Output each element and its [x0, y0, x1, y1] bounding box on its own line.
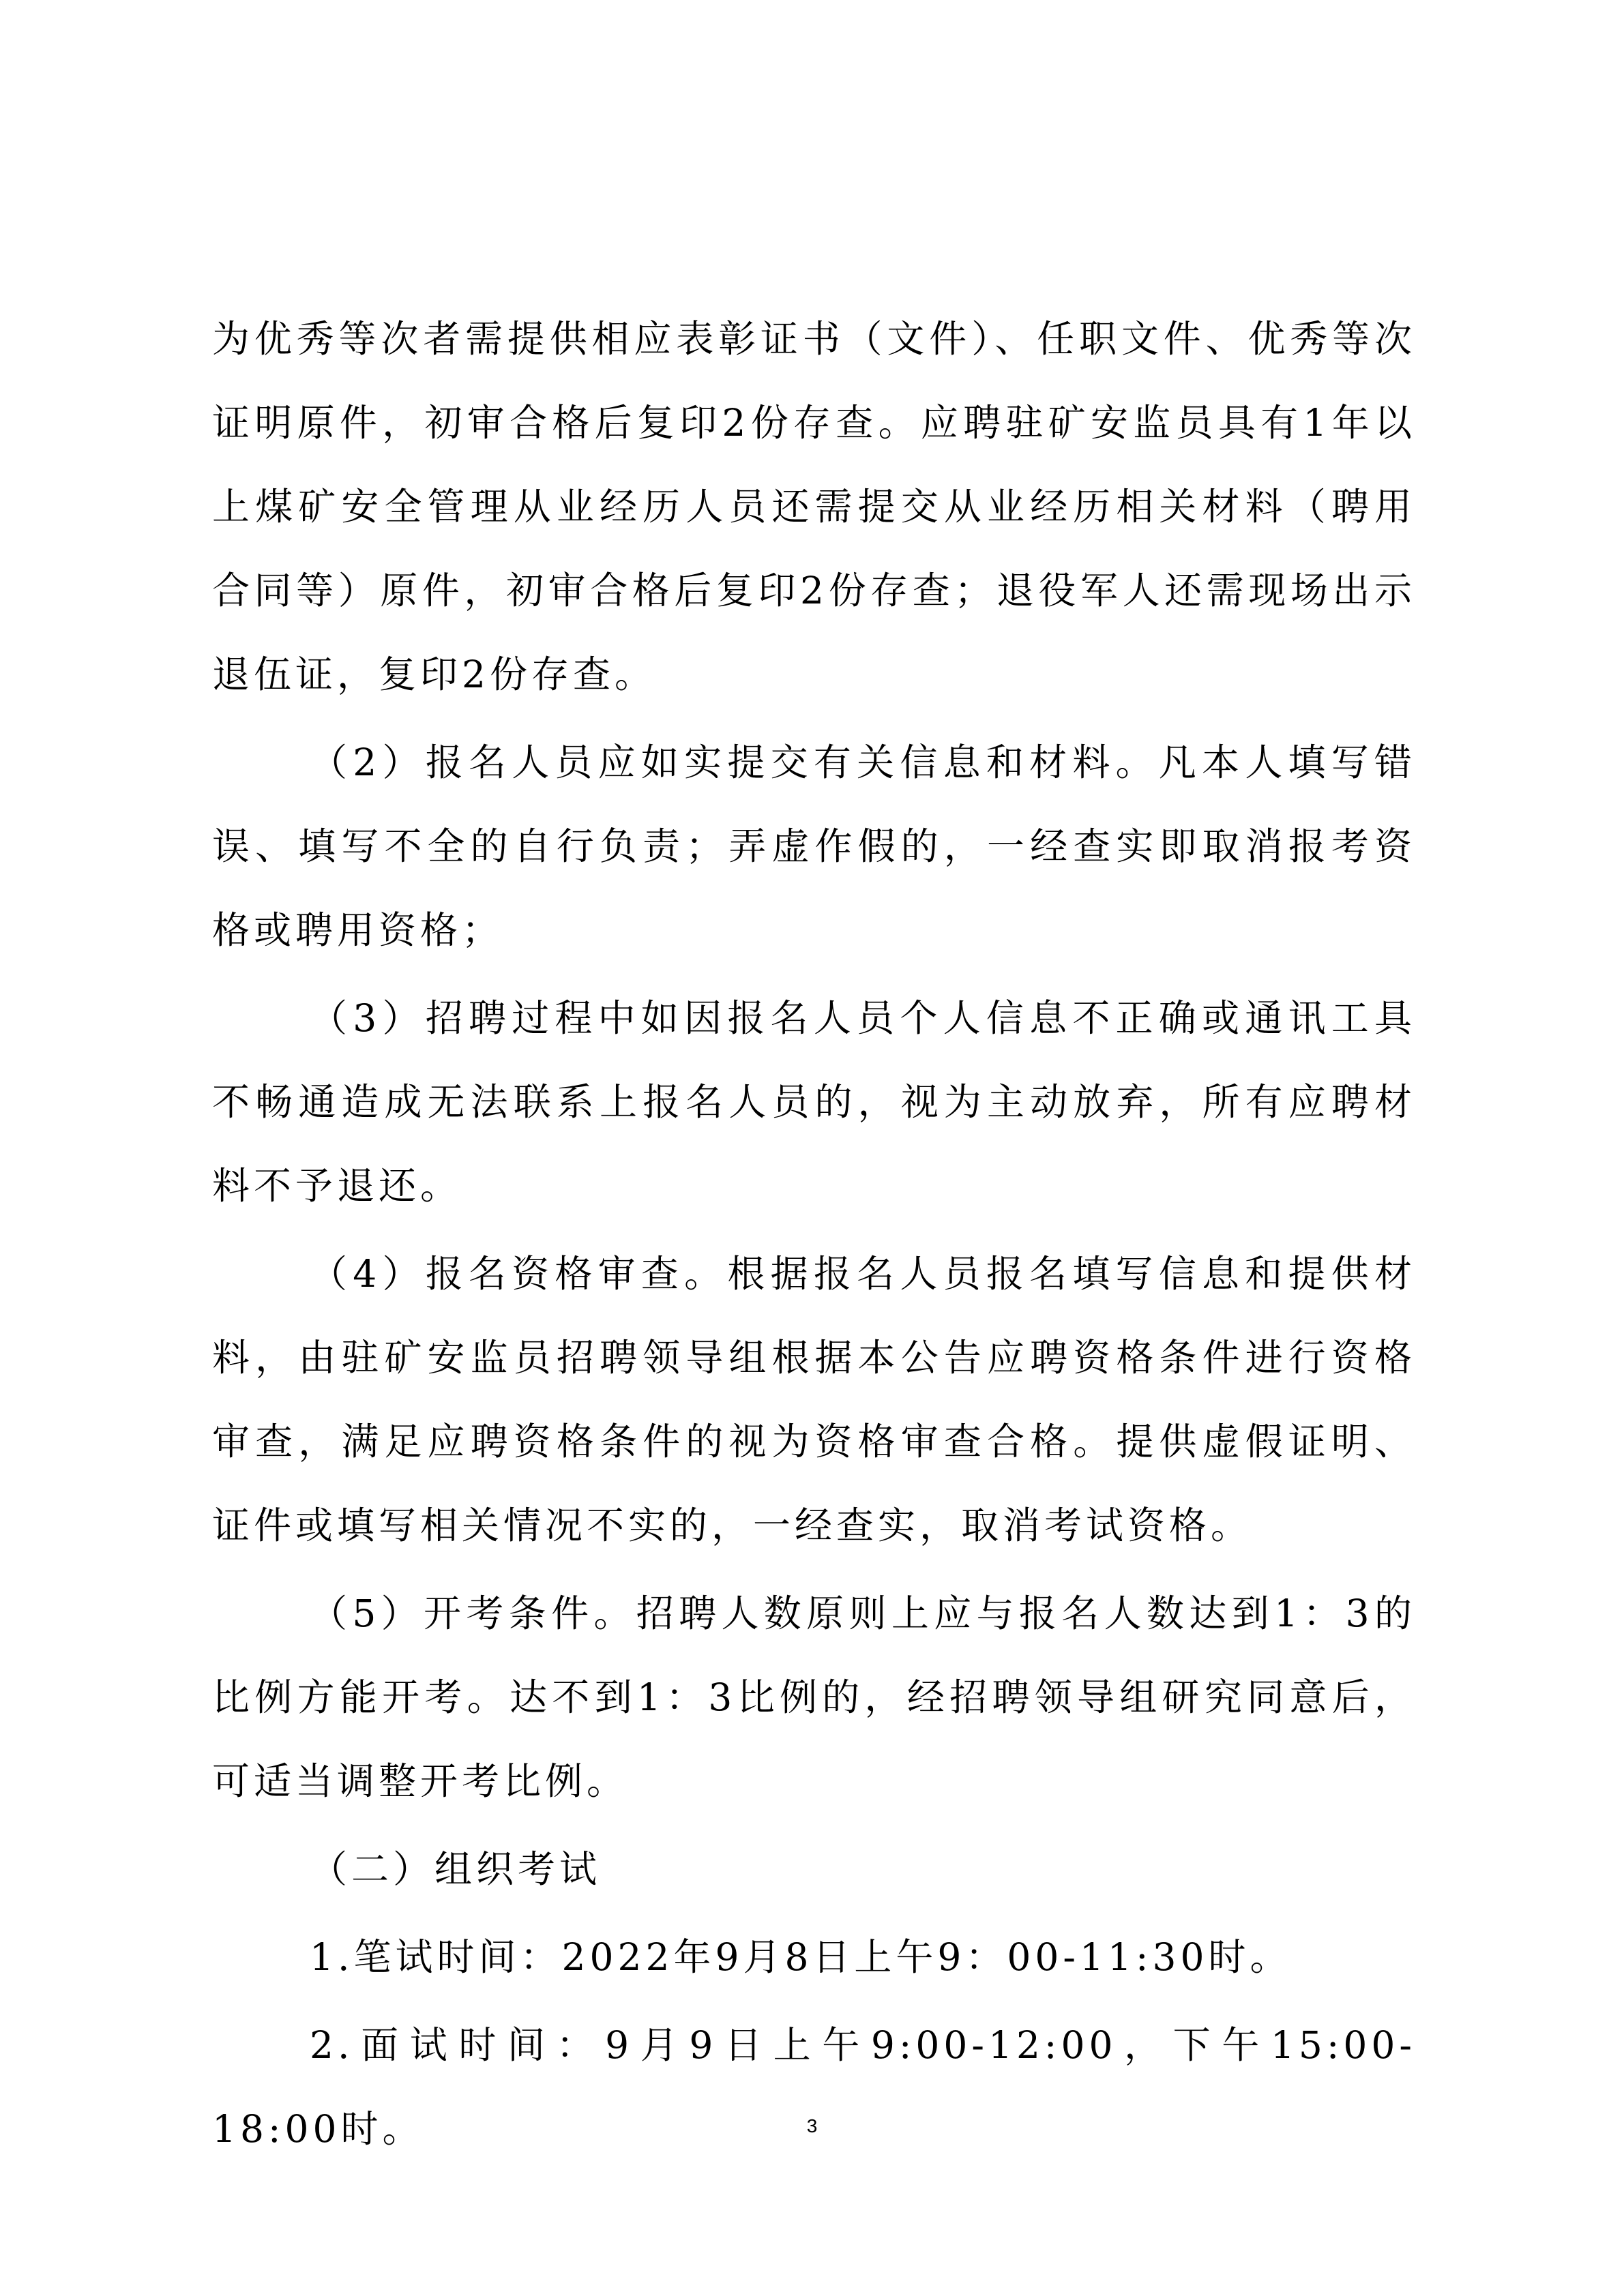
page-number: 3: [806, 2115, 818, 2136]
written-exam-time: 1.笔试时间：2022年9月8日上午9：00-11:30时。: [310, 1935, 1292, 1979]
document-body: [212, 297, 1416, 2175]
paragraph-item-4: （4）报名资格审查。根据报名人员报名填写信息和提供材料，由驻矿安监员招聘领导组根据本公告应聘资格条件进行资格审查，满足应聘资格条件的视为资格审查合格。提供虚假证明、证件或填写相关情况不实的，一经查实，取消考试资格。: [212, 1252, 1416, 1547]
paragraph-item-3: （3）招聘过程中如因报名人员个人信息不正确或通讯工具不畅通造成无法联系上报名人员的，视为主动放弃，所有应聘材料不予退还。: [212, 996, 1416, 1208]
paragraph-item-2: （2）报名人员应如实提交有关信息和材料。凡本人填写错误、填写不全的自行负责；弄虚作假的，一经查实即取消报考资格或聘用资格；: [212, 741, 1416, 952]
paragraph-item-5: （5）开考条件。招聘人数原则上应与报名人数达到1：3的比例方能开考。达不到1：3比例的，经招聘领导组研究同意后，可适当调整开考比例。: [212, 1592, 1416, 1803]
interview-time: 2.面试时间：9月9日上午9:00-12:00，下午15:00-18:00时。: [212, 2023, 1416, 2151]
section-heading: （二）组织考试: [310, 1847, 602, 1891]
paragraph-continued: 为优秀等次者需提供相应表彰证书（文件）、任职文件、优秀等次证明原件，初审合格后复印2份存查。应聘驻矿安监员具有1年以上煤矿安全管理从业经历人员还需提交从业经历相关材料（聘用合同等）原件，初审合格后复印2份存查；退役军人还需现场出示退伍证，复印2份存查。: [212, 317, 1416, 696]
